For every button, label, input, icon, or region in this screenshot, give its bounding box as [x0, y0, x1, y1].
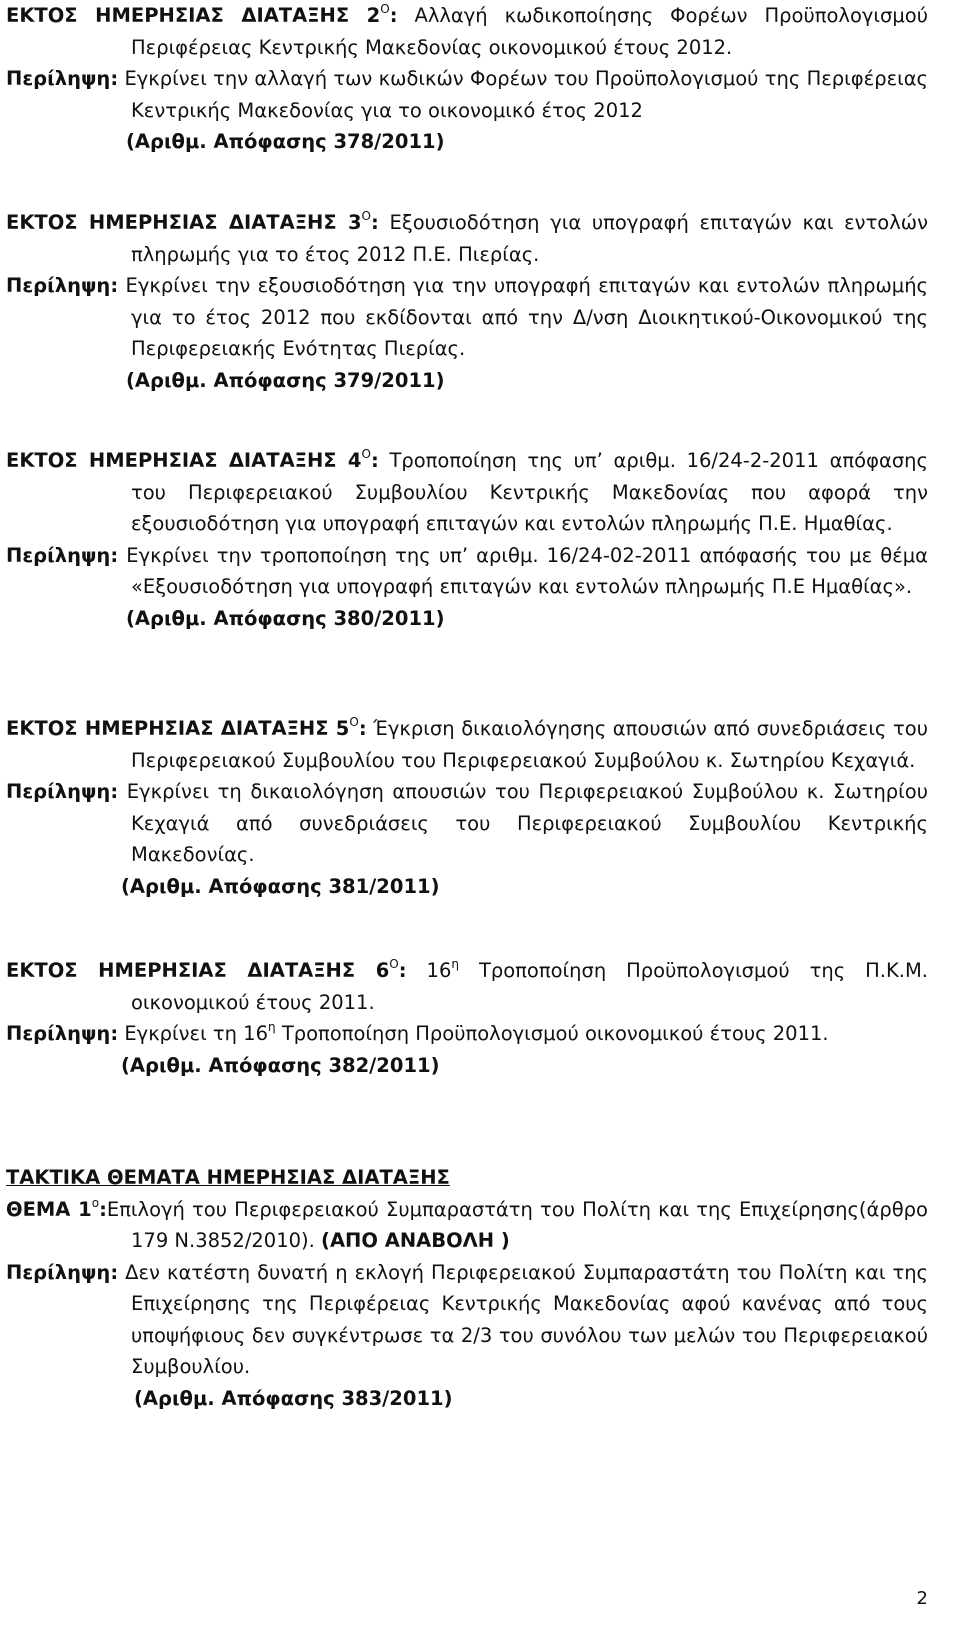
item-title-colon: : — [398, 959, 407, 982]
summary-text: Εγκρίνει την εξουσιοδότηση για την υπογραφή επιταγών και εντολών πληρωμής για το έτος 2012 που εκδίδονται από την Δ/νση Διοικητικού-Οικονομικού της Περιφερειακής Ενότητας Πιερίας. — [125, 274, 928, 360]
item-title — [6, 207, 928, 270]
topic-title-colon: : — [99, 1197, 107, 1221]
item-title-colon: : — [358, 717, 367, 740]
decision-number: (Αριθμ. Απόφασης 380/2011) — [126, 606, 445, 630]
decision-number: (Αριθμ. Απόφασης 382/2011) — [121, 1053, 440, 1077]
topic-title — [6, 1194, 928, 1257]
page-number: 2 — [916, 1588, 928, 1609]
item-title-text: Έγκριση δικαιολόγησης απουσιών από συνεδριάσεις του Περιφερειακού Συμβουλίου του Περιφερειακού Συμβούλου κ. Σωτηρίου Κεχαγιά. — [131, 717, 928, 772]
item-title-sup: Ο — [361, 447, 371, 461]
item-title-prefix: ΕΚΤΟΣ ΗΜΕΡΗΣΙΑΣ ΔΙΑΤΑΞΗΣ 4 — [6, 449, 362, 472]
summary-text: Εγκρίνει την αλλαγή των κωδικών Φορέων του Προϋπολογισμού της Περιφέρειας Κεντρικής Μακεδονίας για το οικονομικό έτος 2012 — [124, 67, 929, 122]
decision-number: (Αριθμ. Απόφασης 381/2011) — [121, 874, 440, 898]
summary-label: Περίληψη: — [6, 543, 119, 567]
item-summary — [6, 776, 928, 871]
summary-text: Δεν κατέστη δυνατή η εκλογή Περιφερειακού Συμπαραστάτη του Πολίτη και της Επιχείρησης της Περιφέρειας Κεντρικής Μακεδονίας αφού κανένας από τους υποψήφιους δεν συγκέντρωσε τα 2/3 του συνόλου των μελών του Περιφερειακού Συμβουλίου. — [125, 1260, 929, 1378]
summary-pre: Εγκρίνει τη 16 — [124, 1022, 268, 1045]
item-title — [6, 445, 928, 540]
summary-label: Περίληψη: — [6, 67, 119, 90]
item-title — [6, 955, 928, 1018]
topic-title-sup: ο — [91, 1195, 100, 1210]
item-title-num-sup: η — [451, 957, 459, 971]
item-title-sup: Ο — [361, 209, 371, 223]
item-title-sup: Ο — [389, 957, 399, 971]
regular-heading: ΤΑΚΤΙΚΑ ΘΕΜΑΤΑ ΗΜΕΡΗΣΙΑΣ ΔΙΑΤΑΞΗΣ — [6, 1166, 450, 1189]
topic-title-text: Επιλογή του Περιφερειακού Συμπαραστάτη του Πολίτη και της Επιχείρησης(άρθρο 179 Ν.3852/2010). — [106, 1197, 928, 1252]
summary-label: Περίληψη: — [6, 780, 119, 803]
summary-text: Εγκρίνει την τροποποίηση της υπ’ αριθμ. 16/24-02-2011 απόφασής του με θέμα «Εξουσιοδότηση για υπογραφή επιταγών και εντολών πληρωμής Π.Ε Ημαθίας». — [126, 543, 929, 598]
item-title-text: Εξουσιοδότηση για υπογραφή επιταγών και εντολών πληρωμής για το έτος 2012 Π.Ε. Πιερίας. — [131, 211, 929, 266]
item-title-sup: Ο — [349, 715, 359, 729]
decision-number: (Αριθμ. Απόφασης 378/2011) — [126, 130, 445, 153]
agenda-item-6 — [6, 955, 928, 1081]
topic-title-prefix: ΘΕΜΑ 1 — [6, 1197, 92, 1221]
decision-number: (Αριθμ. Απόφασης 383/2011) — [134, 1386, 453, 1410]
item-title-sup: Ο — [380, 2, 390, 16]
item-summary — [6, 540, 928, 603]
item-title-num: 16 — [426, 959, 452, 982]
decision-number: (Αριθμ. Απόφασης 379/2011) — [126, 368, 445, 392]
item-title-prefix: ΕΚΤΟΣ ΗΜΕΡΗΣΙΑΣ ΔΙΑΤΑΞΗΣ 2 — [6, 4, 381, 27]
item-summary — [6, 1018, 928, 1050]
item-summary — [6, 63, 928, 126]
item-title-colon: : — [389, 4, 398, 27]
agenda-item-2 — [6, 0, 928, 158]
item-title — [6, 713, 928, 776]
item-title-text: Τροποποίηση Προϋπολογισμού της Π.Κ.Μ. οικονομικού έτους 2011. — [131, 959, 928, 1014]
item-title-colon: : — [370, 211, 379, 234]
item-title-text: Αλλαγή κωδικοποίησης Φορέων Προϋπολογισμού Περιφέρειας Κεντρικής Μακεδονίας οικονομικού έτους 2012. — [131, 4, 928, 59]
summary-text: Εγκρίνει τη δικαιολόγηση απουσιών του Περιφερειακού Συμβούλου κ. Σωτηρίου Κεχαγιά από συνεδριάσεις του Περιφερειακού Συμβουλίου Κεντρικής Μακεδονίας. — [126, 780, 928, 866]
topic-title-note: (ΑΠΟ ΑΝΑΒΟΛΗ ) — [321, 1229, 510, 1252]
section-heading — [6, 1162, 928, 1194]
item-title-colon: : — [370, 449, 379, 472]
topic-summary — [6, 1257, 928, 1383]
agenda-item-5 — [6, 713, 928, 902]
summary-sup: η — [268, 1020, 276, 1034]
summary-text: Τροποποίηση Προϋπολογισμού οικονομικού έτους 2011. — [281, 1022, 829, 1045]
item-title-prefix: ΕΚΤΟΣ ΗΜΕΡΗΣΙΑΣ ΔΙΑΤΑΞΗΣ 5 — [6, 717, 350, 740]
item-title — [6, 0, 928, 63]
item-title-prefix: ΕΚΤΟΣ ΗΜΕΡΗΣΙΑΣ ΔΙΑΤΑΞΗΣ 3 — [6, 211, 362, 234]
item-summary — [6, 270, 928, 365]
summary-label: Περίληψη: — [6, 1022, 119, 1045]
summary-label: Περίληψη: — [6, 274, 119, 297]
agenda-item-3 — [6, 207, 928, 396]
item-title-text: Τροποποίηση της υπ’ αριθμ. 16/24-2-2011 απόφασης του Περιφερειακού Συμβουλίου Κεντρικής Μακεδονίας που αφορά την εξουσιοδότηση για υπογραφή επιταγών και εντολών πληρωμής Π.Ε. Ημαθίας. — [131, 449, 928, 535]
summary-label: Περίληψη: — [6, 1260, 119, 1284]
agenda-item-4 — [6, 445, 928, 634]
regular-topics-section — [6, 1162, 928, 1414]
item-title-prefix: ΕΚΤΟΣ ΗΜΕΡΗΣΙΑΣ ΔΙΑΤΑΞΗΣ 6 — [6, 959, 390, 982]
